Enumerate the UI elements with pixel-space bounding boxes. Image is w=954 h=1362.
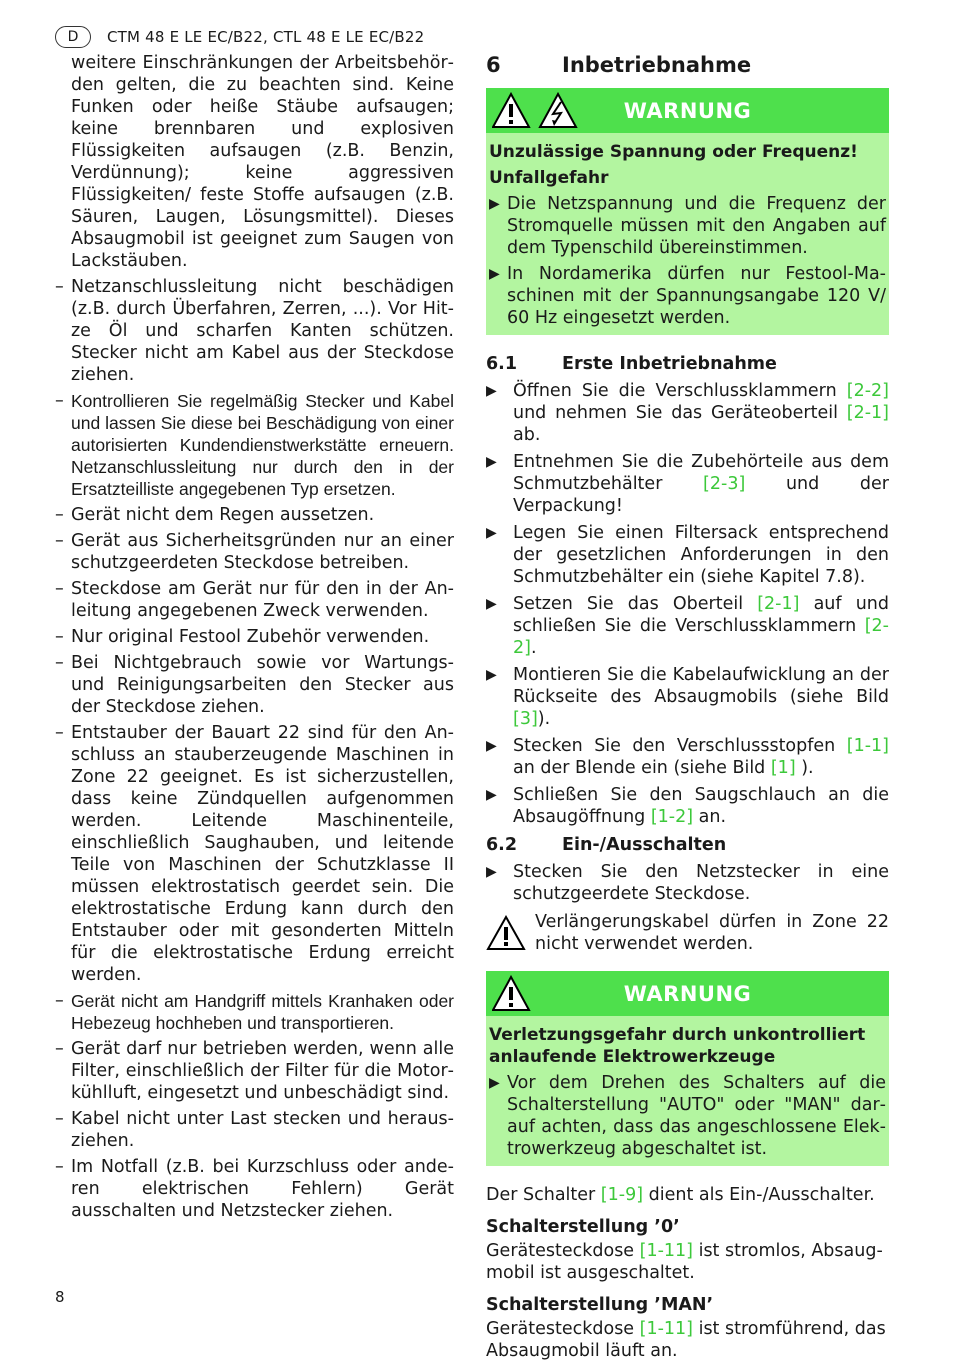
list-dash: –	[55, 991, 64, 1011]
list-item-text: Steckdose am Gerät nur für den in der Anleitung angegebenen Zweck verwenden.	[71, 579, 454, 621]
figure-ref: [2-1]	[846, 403, 889, 423]
switch-paragraph: Der Schalter [1-9] dient als Ein-/Ausschalter.	[486, 1185, 875, 1205]
right-column	[486, 52, 889, 1362]
step-text: Setzen Sie das Oberteil [2-1] auf und schließen Sie die Verschlussklammern [2-2].	[513, 594, 889, 658]
figure-ref: [1-2]	[650, 807, 694, 827]
bullet-triangle-icon: ▶	[486, 383, 497, 399]
section-number: 6	[486, 53, 501, 77]
warning-body	[486, 1016, 889, 1166]
figure-ref: [2-2]	[846, 381, 889, 401]
list-item-text: Bei Nichtgebrauch sowie vor Wartungs- und Reinigungsarbeiten den Stecker aus der Steckdose ziehen.	[71, 653, 454, 717]
left-column	[55, 52, 454, 1222]
list-item-text: Nur original Festool Zubehör verwenden.	[71, 627, 430, 647]
figure-ref: [1-9]	[600, 1185, 644, 1205]
step-item	[486, 380, 889, 446]
list-dash: –	[55, 1039, 64, 1059]
step-item	[486, 664, 889, 730]
list-item-text: Entstauber der Bauart 22 sind für den Anschluss an stauberzeugende Maschinen in Zone 22 geeignet. Es ist sicherzustellen, dass keine Zündquellen aufgenommen werden. Leitende Maschinenteile, einschließlich Saughauben, und leitende Teile von Maschinen der Schutzklasse II müssen elektrostatisch geerdet sein. Die elektrostatische Erdung kann durch den Entstauber oder mit gesonderten Mitteln für die elektrostatische Erdung erreicht werden.	[71, 723, 454, 985]
figure-ref: [3]	[513, 709, 538, 729]
list-item-text: Gerät aus Sicherheitsgründen nur an einer schutzgeerdeten Steckdose betreiben.	[71, 531, 454, 573]
safety-list-item	[55, 1038, 454, 1104]
figure-ref: [2-2]	[513, 616, 889, 658]
list-dash: –	[55, 277, 64, 297]
step-text: Montieren Sie die Kabelaufwicklung an der Rückseite des Absaugmobils (siehe Bild [3]).	[513, 665, 889, 729]
list-item-text: Netzanschlussleitung nicht beschädigen (z.B. durch Überfahren, Zerren, ...). Vor Hitze Öl und scharfen Kanten schützen. Stecker nicht am Kabel aus der Steckdose ziehen.	[71, 277, 454, 385]
section-heading	[486, 52, 889, 78]
list-dash: –	[55, 531, 64, 551]
safety-list-item	[55, 276, 454, 386]
safety-list-item	[55, 1108, 454, 1152]
list-item-text: Kabel nicht unter Last stecken und herausziehen.	[71, 1109, 454, 1151]
switch-position-man-text: Gerätesteckdose [1-11] ist stromführend, das Absaugmobil läuft an.	[486, 1319, 886, 1361]
warning-triangle-icon	[486, 911, 535, 957]
step-item	[486, 451, 889, 517]
warning-item: ▶ Die Netzspannung und die Frequenz der Stromquelle müssen mit den Angaben auf dem Typenschild übereinstimmen.	[489, 194, 886, 258]
list-item-text: Gerät nicht dem Regen aussetzen.	[71, 505, 375, 525]
warning-item: ▶ Vor dem Drehen des Schalters auf die Schalterstellung "AUTO" oder "MAN" darauf achten, dass das angeschlossene Elektrowerkzeug abgeschaltet ist.	[489, 1073, 886, 1159]
warning-item: ▶ In Nordamerika dürfen nur Festool-Maschinen mit der Spannungsangabe 120 V/ 60 Hz eingesetzt werden.	[489, 264, 886, 328]
running-header	[55, 26, 424, 48]
safety-list-item	[55, 626, 454, 648]
page-number: 8	[55, 1288, 65, 1306]
figure-ref: [1-11]	[639, 1319, 694, 1339]
bullet-triangle-icon: ▶	[489, 266, 500, 282]
step-item: ▶ Stecken Sie den Netzstecker in eine schutzgeerdete Steckdose.	[486, 862, 889, 904]
list-dash: –	[55, 579, 64, 599]
bullet-triangle-icon: ▶	[486, 596, 497, 612]
list-item-text: Gerät darf nur betrieben werden, wenn alle Filter, einschließlich der Filter für die Motorkühlluft, eingesetzt und unbeschädigt sind.	[71, 1039, 454, 1103]
language-badge: D	[55, 26, 91, 48]
switch-position-0-heading: Schalterstellung ’0’	[486, 1217, 680, 1237]
bullet-triangle-icon: ▶	[489, 1075, 500, 1091]
bullet-triangle-icon: ▶	[486, 864, 497, 880]
list-dash: –	[55, 505, 64, 525]
warning-body	[486, 133, 889, 335]
model-name: CTM 48 E LE EC/B22, CTL 48 E LE EC/B22	[107, 28, 425, 46]
subsection-heading-6-1: 6.1 Erste Inbetriebnahme	[486, 354, 777, 374]
switch-position-0-text: Gerätesteckdose [1-11] ist stromlos, Absaugmobil ist ausgeschaltet.	[486, 1241, 883, 1283]
warning-box-voltage	[486, 88, 889, 335]
safety-list-item	[55, 578, 454, 622]
safety-list-item	[55, 530, 454, 574]
intro-paragraph: weitere Einschränkungen der Arbeitsbehörden gelten, die zu beachten sind. Keine Funken oder heiße Stäube aufsaugen; keine brennbaren und explosiven Flüssigkeiten aufsaugen (z.B. Benzin, Verdünnung); keine aggressiven Flüssigkeiten/ feste Stoffe aufsaugen (z.B. Säuren, Laugen, Lösungsmittel). Dieses Absaugmobil ist geeignet zum Saugen von Lackstäuben.	[71, 53, 454, 271]
warning-header	[486, 88, 889, 133]
bullet-triangle-icon: ▶	[486, 667, 497, 683]
step-text: Legen Sie einen Filtersack entsprechend der gesetzlichen Anforderungen in den Schmutzbehälter ein (siehe Kapitel 7.8).	[513, 523, 889, 587]
warning-hazard: Verletzungsgefahr durch unkontrolliert anlaufende Elektrowerkzeuge	[489, 1025, 866, 1067]
safety-list-item	[55, 390, 454, 500]
figure-ref: [1-11]	[639, 1241, 694, 1261]
figure-ref: [1-1]	[846, 736, 889, 756]
list-dash: –	[55, 1109, 64, 1129]
step-item	[486, 784, 889, 828]
list-item-text: Gerät nicht am Handgriff mittels Kranhaken oder Hebezeug hochheben und transportieren.	[71, 991, 454, 1033]
figure-ref: [2-3]	[703, 474, 746, 494]
safety-list-item	[55, 990, 454, 1034]
warning-header	[486, 971, 889, 1016]
safety-list-item	[55, 722, 454, 986]
caution-note: Verlängerungskabel dürfen in Zone 22 nicht verwendet werden.	[486, 911, 889, 957]
warning-hazard: Unzulässige Spannung oder Frequenz!	[489, 142, 858, 162]
safety-list	[55, 276, 454, 1222]
step-text: Entnehmen Sie die Zubehörteile aus dem Schmutzbehälter [2-3] und der Verpackung!	[513, 452, 889, 516]
list-dash: –	[55, 653, 64, 673]
warning-consequence: Unfallgefahr	[489, 168, 609, 188]
step-text: Schließen Sie den Saugschlauch an die Absaugöffnung [1-2] an.	[513, 785, 889, 827]
bullet-triangle-icon: ▶	[486, 454, 497, 470]
warning-box-startup	[486, 971, 889, 1166]
subsection-heading-6-2: 6.2 Ein-/Ausschalten	[486, 835, 727, 855]
bullet-triangle-icon: ▶	[486, 787, 497, 803]
warning-label: WARNUNG	[623, 981, 752, 1006]
bullet-triangle-icon: ▶	[486, 525, 497, 541]
step-item	[486, 735, 889, 779]
safety-list-item	[55, 1156, 454, 1222]
list-dash: –	[55, 627, 64, 647]
list-dash: –	[55, 391, 64, 411]
bullet-triangle-icon: ▶	[489, 196, 500, 212]
safety-list-item	[55, 504, 454, 526]
step-text: Stecken Sie den Verschlussstopfen [1-1] an der Blende ein (siehe Bild [1] ).	[513, 736, 889, 778]
step-text: Öffnen Sie die Verschlussklammern [2-2] und nehmen Sie das Geräteoberteil [2-1] ab.	[513, 381, 889, 445]
bullet-triangle-icon: ▶	[486, 738, 497, 754]
list-dash: –	[55, 1157, 64, 1177]
list-item-text: Kontrollieren Sie regelmäßig Stecker und Kabel und lassen Sie diese bei Beschädigung von einer autorisierten Kundendienstwerkstätte erneuern. Netzanschlussleitung nur durch den in der Ersatzteilliste angegebenen Typ ersetzen.	[71, 391, 454, 499]
section-title: Inbetriebnahme	[562, 53, 752, 77]
steps-list	[486, 380, 889, 828]
step-item	[486, 522, 889, 588]
figure-ref: [2-1]	[757, 594, 800, 614]
switch-position-man-heading: Schalterstellung ’MAN’	[486, 1295, 714, 1315]
list-dash: –	[55, 723, 64, 743]
list-item-text: Im Notfall (z.B. bei Kurzschluss oder anderen elektrischen Fehlern) Gerät ausschalten und Netzstecker ziehen.	[71, 1157, 454, 1221]
safety-list-item	[55, 652, 454, 718]
warning-label: WARNUNG	[623, 98, 752, 123]
figure-ref: [1]	[770, 758, 796, 778]
step-item	[486, 593, 889, 659]
